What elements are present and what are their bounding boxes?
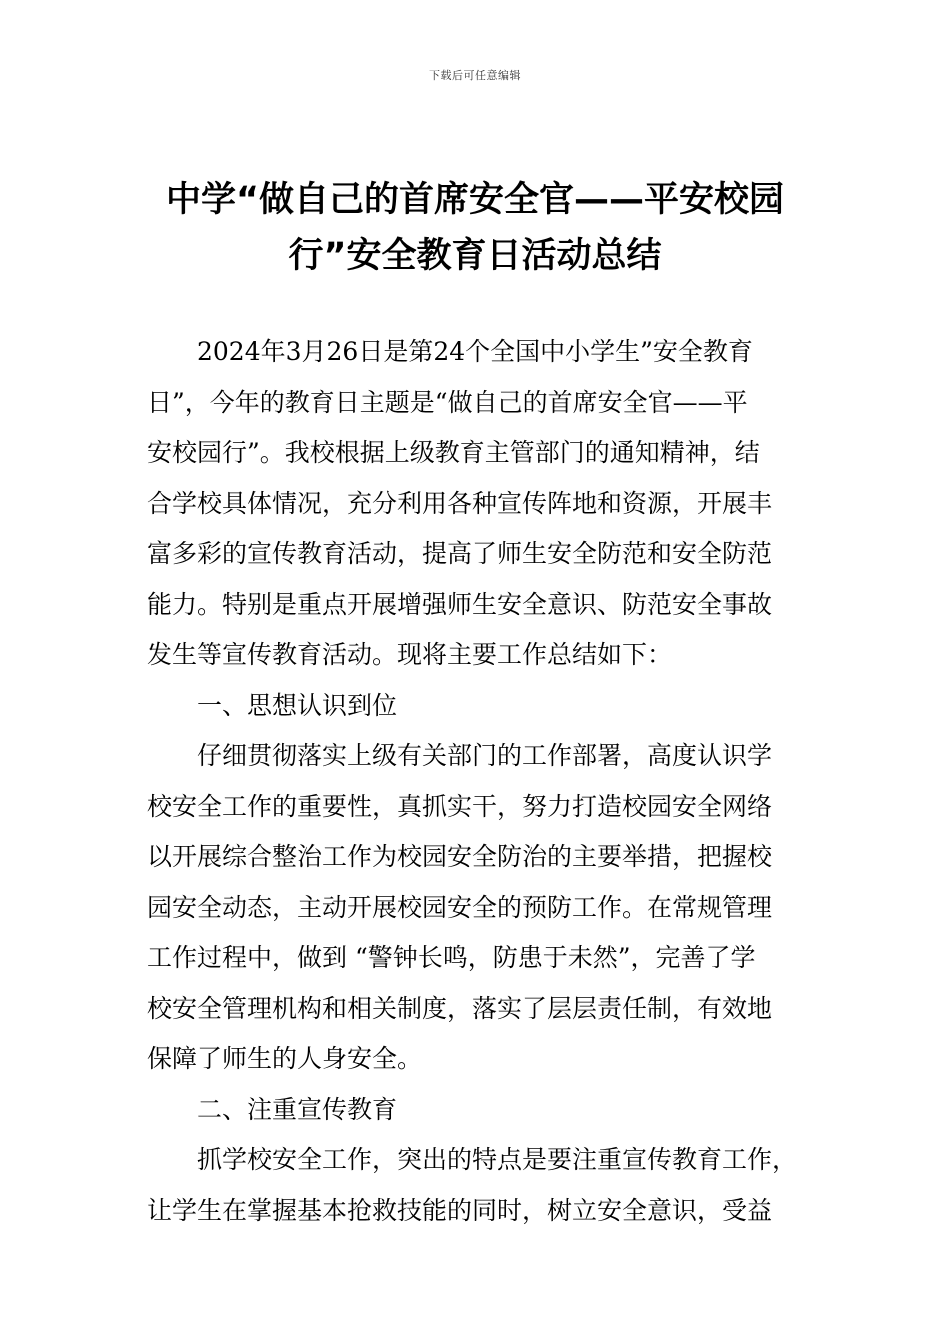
body-line: 抓学校安全工作，突出的特点是要注重宣传教育工作， [197,1145,798,1174]
section-heading: 一、思想认识到位 [197,690,398,720]
title-line-2: 行”安全教育日活动总结 [288,236,662,276]
section-heading: 二、注重宣传教育 [197,1094,398,1124]
title-line-1: 中学“做自己的首席安全官——平安校园 [165,180,784,220]
body-line: 日”，今年的教育日主题是“做自己的首席安全官——平 [147,387,748,417]
body-line: 园安全动态，主动开展校园安全的预防工作。在常规管理 [147,892,773,922]
body-line: 让学生在掌握基本抢救技能的同时，树立安全意识，受益 [147,1195,773,1225]
document-title [140,172,810,284]
body-line: 富多彩的宣传教育活动，提高了师生安全防范和安全防范 [147,539,773,568]
document-body [147,327,837,1236]
body-line: 仔细贯彻落实上级有关部门的工作部署，高度认识学 [197,741,773,770]
body-line: 能力。特别是重点开展增强师生安全意识、防范安全事故 [147,589,773,619]
body-line: 校安全管理机构和相关制度，落实了层层责任制，有效地 [147,993,773,1023]
body-line: 工作过程中，做到 “警钟长鸣，防患于未然”，完善了学 [147,943,756,972]
body-line: 安校园行”。我校根据上级教育主管部门的通知精神，结 [147,438,760,467]
body-line: 发生等宣传教育活动。现将主要工作总结如下： [147,640,673,669]
header-note: 下载后可任意编辑 [429,69,521,82]
body-line: 保障了师生的人身安全。 [147,1044,423,1073]
body-line: 合学校具体情况，充分利用各种宣传阵地和资源，开展丰 [147,488,773,518]
body-line: 2024年3月26日是第24个全国中小学生”安全教育 [197,337,753,366]
body-line: 以开展综合整治工作为校园安全防治的主要举措，把握校 [147,842,773,871]
body-line: 校安全工作的重要性，真抓实干，努力打造校园安全网络 [147,791,773,821]
